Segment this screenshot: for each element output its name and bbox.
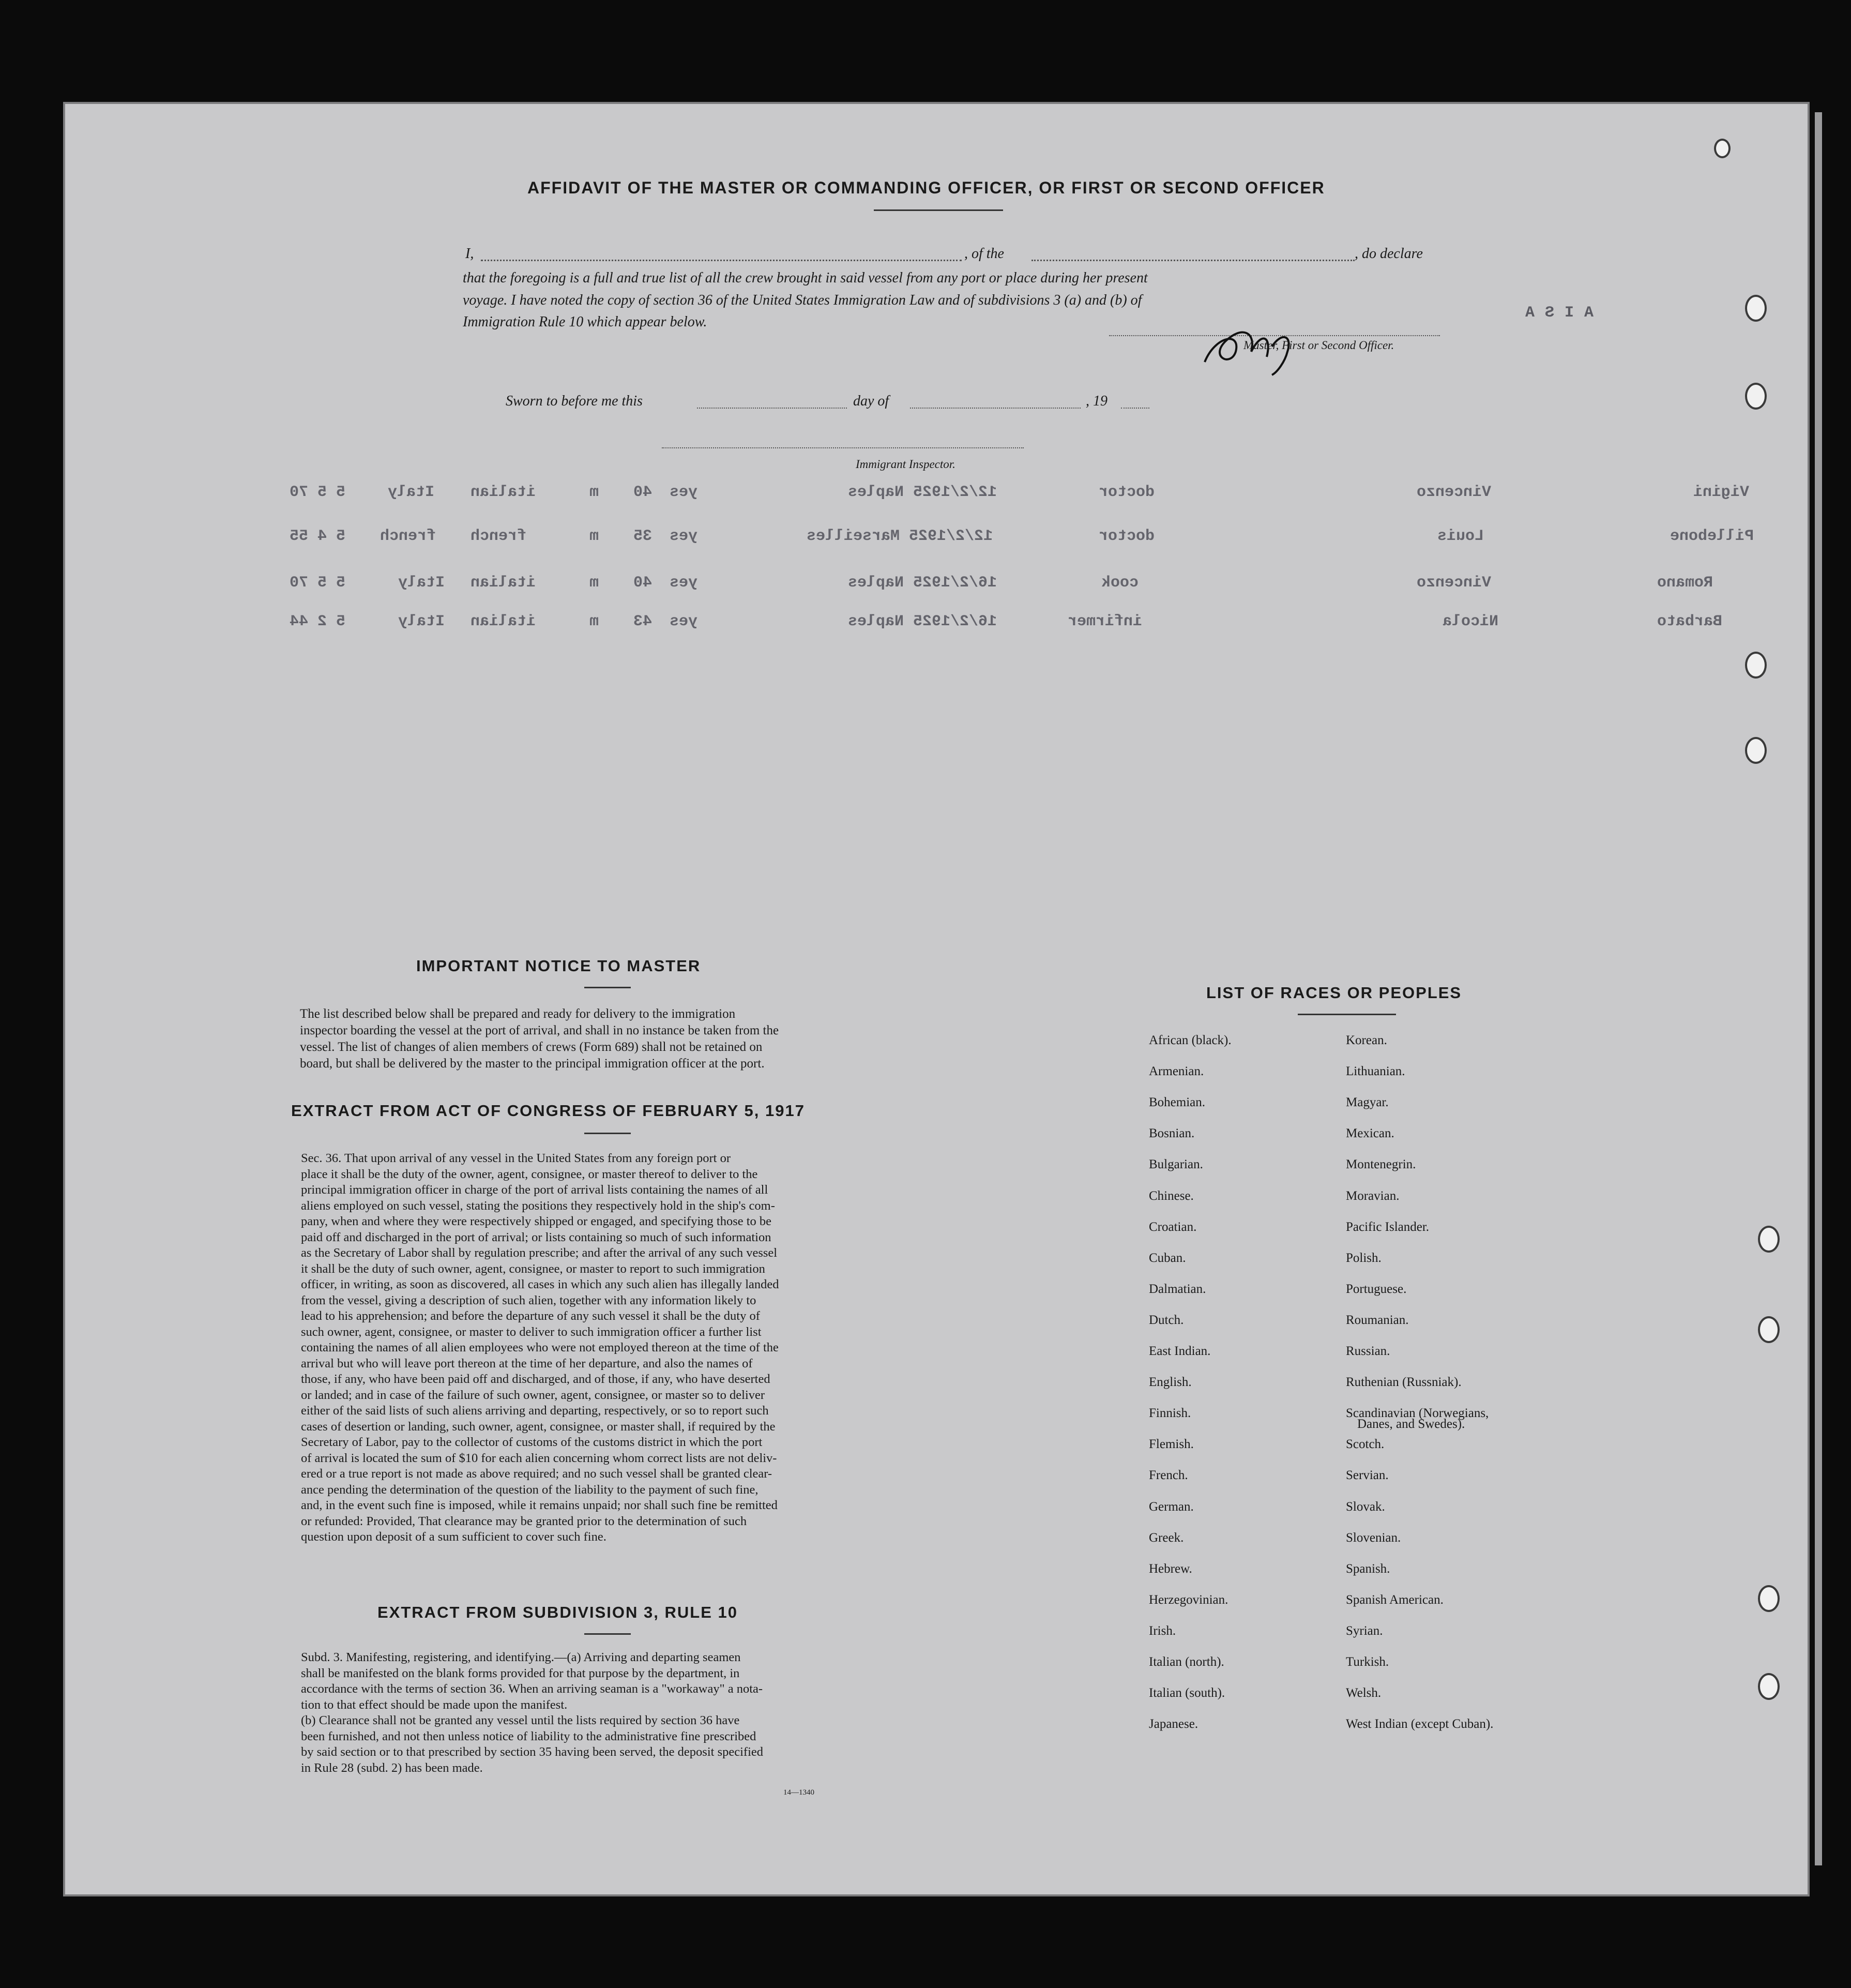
race-item: German. xyxy=(1149,1499,1194,1514)
rule-line: Subd. 3. Manifesting, registering, and identifying.—(a) Arriving and departing seamen xyxy=(301,1650,741,1664)
race-item: Scotch. xyxy=(1346,1437,1385,1452)
bleed-cell: yes xyxy=(670,528,698,545)
sworn-prefix: Sworn to before me this xyxy=(506,393,643,409)
punch-hole-icon xyxy=(1758,1673,1780,1700)
race-item: Herzegovinian. xyxy=(1149,1592,1228,1607)
bleed-cell: 40 xyxy=(633,484,653,501)
rule-line: been furnished, and not then unless notice of liability to the administrative fine prescribed xyxy=(301,1729,756,1743)
bleed-cell: Barbato xyxy=(1657,613,1723,630)
bleed-cell: doctor xyxy=(1099,528,1155,545)
bleed-cell: m xyxy=(589,613,599,630)
notice-line: The list described below shall be prepared and ready for delivery to the immigration xyxy=(300,1007,736,1021)
bleed-cell: 40 xyxy=(633,574,653,592)
bleed-cell: 16/2/1925 Naples xyxy=(848,613,997,630)
signature-label: Master, First or Second Officer. xyxy=(1243,339,1394,352)
bleed-cell: 43 xyxy=(633,613,653,630)
race-item: Mexican. xyxy=(1346,1126,1394,1141)
act-line: principal immigration officer in charge of the port of arrival lists containing the names of all xyxy=(301,1183,768,1197)
act-line: arrival but who will leave port thereon at the time of her departure, and also the names of xyxy=(301,1356,753,1370)
race-item: Slovenian. xyxy=(1346,1530,1401,1545)
punch-hole-icon xyxy=(1758,1226,1780,1253)
act-line: either of the said lists of such aliens arriving and departing, respectively, or so to report such xyxy=(301,1404,769,1418)
race-item: French. xyxy=(1149,1468,1188,1483)
punch-hole-icon xyxy=(1745,383,1767,410)
act-line: or landed; and in case of the failure of such owner, agent, consignee, or master so to deliver xyxy=(301,1388,765,1402)
bleed-cell: infirmer xyxy=(1068,613,1143,630)
title-rule xyxy=(874,209,1003,211)
race-item: Bosnian. xyxy=(1149,1126,1195,1141)
act-line: from the vessel, giving a description of such alien, together with any information likely to xyxy=(301,1293,756,1307)
punch-hole-icon xyxy=(1745,295,1767,322)
race-item: Welsh. xyxy=(1346,1686,1382,1700)
title-rule xyxy=(584,1633,631,1635)
act-line: such owner, agent, consignee, or master to deliver to such immigration officer a further list xyxy=(301,1324,762,1339)
race-item: Korean. xyxy=(1346,1033,1387,1047)
act-line: lead to his apprehension; and before the departure of any such vessel it shall be the duty of xyxy=(301,1309,760,1323)
bleed-cell: italian xyxy=(471,613,536,630)
race-item: East Indian. xyxy=(1149,1344,1211,1358)
vessel-blank xyxy=(1031,260,1355,261)
bleed-cell: 16/2/1925 Naples xyxy=(848,574,997,592)
bleed-cell: m xyxy=(589,484,599,501)
act-title: EXTRACT FROM ACT OF CONGRESS OF FEBRUARY 5, 1917 xyxy=(291,1102,805,1120)
bleed-cell: m xyxy=(589,574,599,592)
act-line: pany, when and where they were respectively shipped or engaged, and specifying those to be xyxy=(301,1214,772,1228)
race-item: Russian. xyxy=(1346,1344,1390,1358)
bleed-cell: 5 2 44 xyxy=(290,613,346,630)
bleed-cell: yes xyxy=(670,613,698,630)
race-item: Flemish. xyxy=(1149,1437,1194,1452)
rule-line: in Rule 28 (subd. 2) has been made. xyxy=(301,1760,483,1775)
act-line: or refunded: Provided, That clearance may be granted prior to the determination of such xyxy=(301,1514,747,1528)
punch-hole-icon xyxy=(1758,1316,1780,1343)
bleed-cell: Romano xyxy=(1657,574,1713,592)
race-item: West Indian (except Cuban). xyxy=(1346,1717,1494,1731)
bleed-cell: Vigini xyxy=(1693,484,1750,501)
race-item: Spanish. xyxy=(1346,1561,1390,1576)
act-line: it shall be the duty of such owner, agent, consignee, or master to report to such immigration xyxy=(301,1261,765,1276)
race-item: Pacific Islander. xyxy=(1346,1219,1430,1234)
bleed-cell: 12/2/1925 Marseilles xyxy=(807,528,993,545)
title-rule xyxy=(1298,1014,1396,1015)
bleed-cell: Louis xyxy=(1437,528,1484,545)
affidavit-line-3: voyage. I have noted the copy of section 36 of the United States Immigration Law and of subdivisions 3 (a) and (b) of xyxy=(463,292,1142,308)
sworn-year-blank xyxy=(1121,408,1149,409)
notice-line: board, but shall be delivered by the master to the principal immigration officer at the port. xyxy=(300,1057,765,1071)
race-item: Greek. xyxy=(1149,1530,1184,1545)
race-item: Slovak. xyxy=(1346,1499,1385,1514)
rule-title: EXTRACT FROM SUBDIVISION 3, RULE 10 xyxy=(377,1603,738,1621)
race-item: Polish. xyxy=(1346,1251,1382,1265)
sworn-day-blank xyxy=(697,408,847,409)
rule-line: (b) Clearance shall not be granted any vessel until the lists required by section 36 have xyxy=(301,1713,740,1727)
race-item: Bohemian. xyxy=(1149,1095,1206,1110)
act-line: ered or a true report is not made as above required; and no such vessel shall be granted clear- xyxy=(301,1467,772,1481)
bleed-cell: 35 xyxy=(633,528,653,545)
document-page xyxy=(63,102,1810,1896)
rule-line: shall be manifested on the blank forms provided for that purpose by the department, in xyxy=(301,1666,740,1680)
form-number: 14—1340 xyxy=(783,1788,814,1797)
race-item: Ruthenian (Russniak). xyxy=(1346,1375,1462,1390)
title-rule xyxy=(584,987,631,988)
race-item: African (black). xyxy=(1149,1033,1232,1047)
act-line: paid off and discharged in the port of arrival; or lists containing so much of such information xyxy=(301,1230,771,1244)
race-item: Hebrew. xyxy=(1149,1561,1192,1576)
bleed-cell: yes xyxy=(670,484,698,501)
race-item: Servian. xyxy=(1346,1468,1389,1483)
bleed-cell: Vincenzo xyxy=(1417,484,1492,501)
punch-hole-icon xyxy=(1745,652,1767,679)
race-item: Armenian. xyxy=(1149,1064,1204,1079)
affidavit-line-4: Immigration Rule 10 which appear below. xyxy=(463,314,707,330)
bleed-cell: Nicola xyxy=(1443,613,1499,630)
punch-hole-icon xyxy=(1745,737,1767,764)
races-title: LIST OF RACES OR PEOPLES xyxy=(1206,984,1462,1002)
affidavit-of-the: , of the xyxy=(964,246,1004,262)
race-item: Montenegrin. xyxy=(1346,1157,1416,1172)
bleed-cell: cook xyxy=(1101,574,1139,592)
bleed-cell: Pillebone xyxy=(1670,528,1754,545)
bleed-cell: italian xyxy=(471,484,536,501)
sworn-day-of: day of xyxy=(853,393,889,409)
notice-title: IMPORTANT NOTICE TO MASTER xyxy=(416,957,701,975)
act-line: cases of desertion or landing, such owner, agent, consignee, or master shall, if required by the xyxy=(301,1419,776,1434)
bleed-ship-name: AISA xyxy=(1515,304,1594,322)
bleed-cell: 5 4 55 xyxy=(290,528,346,545)
race-item: Japanese. xyxy=(1149,1717,1198,1731)
act-line: of arrival is located the sum of $10 for each alien concerning whom correct lists are not deliv- xyxy=(301,1451,777,1465)
race-item: Spanish American. xyxy=(1346,1592,1444,1607)
race-item: Cuban. xyxy=(1149,1251,1186,1265)
bleed-cell: Italy xyxy=(388,484,435,501)
race-item: Italian (south). xyxy=(1149,1686,1225,1700)
race-item: Syrian. xyxy=(1346,1623,1383,1638)
race-item: Moravian. xyxy=(1346,1188,1400,1203)
rule-line: tion to that effect should be made upon the manifest. xyxy=(301,1697,568,1712)
race-item: Lithuanian. xyxy=(1346,1064,1405,1079)
act-line: and, in the event such fine is imposed, while it remains unpaid; nor shall such fine be remitted xyxy=(301,1498,778,1512)
bleed-cell: doctor xyxy=(1099,484,1155,501)
sworn-month-blank xyxy=(910,408,1081,409)
act-line: as the Secretary of Labor shall by regulation prescribe; and after the arrival of any such vessel xyxy=(301,1246,778,1260)
act-line: question upon deposit of a sum sufficient to cover such fine. xyxy=(301,1530,606,1544)
rule-line: by said section or to that prescribed by section 35 having been served, the deposit specified xyxy=(301,1745,763,1759)
race-item: Turkish. xyxy=(1346,1655,1389,1669)
race-continuation: Danes, and Swedes). xyxy=(1357,1417,1465,1431)
act-line: Sec. 36. That upon arrival of any vessel in the United States from any foreign port or xyxy=(301,1151,731,1165)
race-item: Finnish. xyxy=(1149,1406,1191,1421)
race-item: Dalmatian. xyxy=(1149,1282,1206,1296)
affidavit-title: AFFIDAVIT OF THE MASTER OR COMMANDING OFFICER, OR FIRST OR SECOND OFFICER xyxy=(527,178,1325,197)
notice-line: vessel. The list of changes of alien members of crews (Form 689) shall not be retained on xyxy=(300,1040,763,1054)
act-line: aliens employed on such vessel, stating the positions they respectively hold in the ship's com- xyxy=(301,1198,775,1213)
title-rule xyxy=(584,1133,631,1134)
affidavit-line-2: that the foregoing is a full and true list of all the crew brought in said vessel from any port or place during her present xyxy=(463,270,1148,286)
notice-body xyxy=(300,1006,874,1072)
bleed-cell: french xyxy=(471,528,527,545)
race-item: Dutch. xyxy=(1149,1313,1184,1327)
act-line: those, if any, who have been paid off and discharged, and of those, if any, who have deserted xyxy=(301,1372,770,1386)
bleed-cell: Italy xyxy=(398,574,445,592)
race-item: Chinese. xyxy=(1149,1188,1194,1203)
bleed-cell: 12/2/1925 Naples xyxy=(848,484,997,501)
act-line: place it shall be the duty of the owner, agent, consignee, or master thereof to deliver to the xyxy=(301,1167,758,1181)
sworn-year: , 19 xyxy=(1086,393,1107,409)
bleed-cell: m xyxy=(589,528,599,545)
race-item: Roumanian. xyxy=(1346,1313,1409,1327)
bleed-cell: italian xyxy=(471,574,536,592)
inspector-signature-blank xyxy=(662,447,1024,448)
bleed-cell: 5 5 70 xyxy=(290,574,346,592)
act-line: ance pending the determination of the question of the liability to the payment of such fine, xyxy=(301,1482,758,1497)
bleed-cell: Italy xyxy=(398,613,445,630)
race-item: Italian (north). xyxy=(1149,1655,1224,1669)
race-item: Magyar. xyxy=(1346,1095,1389,1110)
bleed-cell: yes xyxy=(670,574,698,592)
race-item: Croatian. xyxy=(1149,1219,1197,1234)
name-blank xyxy=(481,260,962,261)
act-line: officer, in writing, as soon as discovered, all cases in which any such alien has illegally landed xyxy=(301,1277,779,1291)
race-item: Irish. xyxy=(1149,1623,1176,1638)
race-item: Portuguese. xyxy=(1346,1282,1407,1296)
bleed-cell: Vincenzo xyxy=(1417,574,1492,592)
race-item: English. xyxy=(1149,1375,1192,1390)
rule-body xyxy=(301,1650,872,1776)
punch-hole-icon xyxy=(1714,139,1731,158)
act-body xyxy=(301,1151,872,1545)
page-edge xyxy=(1815,112,1822,1865)
bleed-cell: 5 5 70 xyxy=(290,484,346,501)
punch-hole-icon xyxy=(1758,1585,1780,1612)
act-line: Secretary of Labor, pay to the collector of customs of the customs district in which the port xyxy=(301,1435,763,1449)
rule-line: accordance with the terms of section 36. When an arriving seaman is a "workaway" a nota- xyxy=(301,1682,763,1696)
affidavit-declare: , do declare xyxy=(1355,246,1423,262)
inspector-label: Immigrant Inspector. xyxy=(856,458,955,471)
race-item: Bulgarian. xyxy=(1149,1157,1203,1172)
notice-line: inspector boarding the vessel at the port of arrival, and shall in no instance be taken from the xyxy=(300,1023,779,1037)
affidavit-i: I, xyxy=(465,246,474,262)
race-item: Scandinavian (Norwegians, xyxy=(1346,1406,1489,1421)
act-line: containing the names of all alien employees who were not employed thereon at the time of the xyxy=(301,1341,779,1354)
bleed-cell: french xyxy=(380,528,436,545)
